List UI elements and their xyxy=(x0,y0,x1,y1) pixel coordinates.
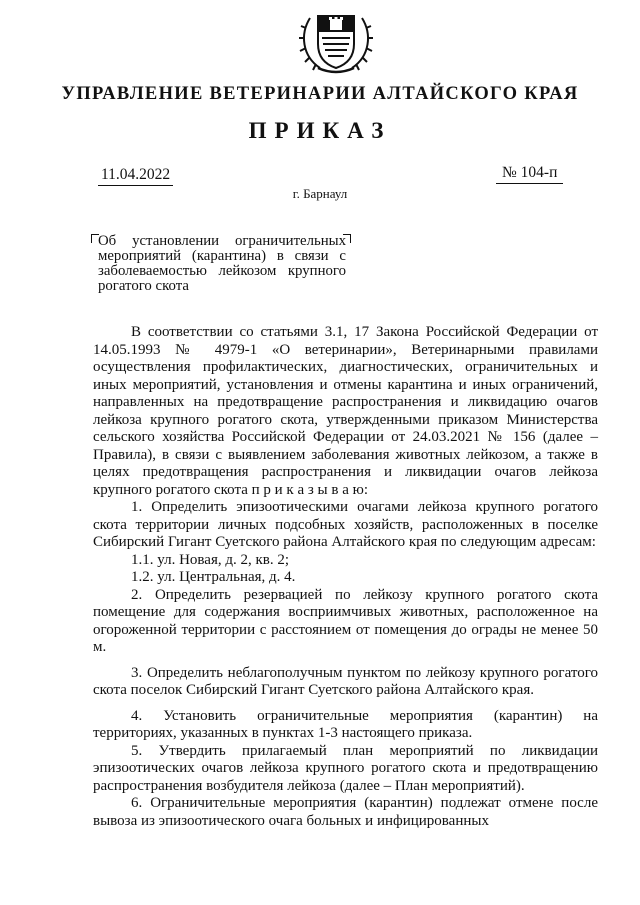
list-item: 6. Ограничительные мероприятия (карантин) подлежат отмене после вывоза из эпизоотического очага больных и инфицированных xyxy=(93,795,598,829)
list-item: 1.2. ул. Центральная, д. 4. xyxy=(131,569,296,585)
city-name: г. Барнаул xyxy=(292,186,348,201)
altai-krai-coat-of-arms-icon xyxy=(296,8,376,76)
order-subject: Об установлении ограничительных мероприятий (карантина) в связи с заболеваемостью лейкозом крупного рогатого скота xyxy=(98,233,346,294)
list-item: 1.1. ул. Новая, д. 2, кв. 2; xyxy=(131,551,290,568)
list-item: 1. Определить эпизоотическими очагами лейкоза крупного рогатого скота территории личных подсобных хозяйств, расположенных в поселке Сибирский Гигант Суетского района Алтайского края по следующим адресам: xyxy=(93,499,598,550)
organization-title: УПРАВЛЕНИЕ ВЕТЕРИНАРИИ АЛТАЙСКОГО КРАЯ xyxy=(61,84,579,104)
order-date: 11.04.2022 xyxy=(98,166,173,186)
order-body xyxy=(93,324,598,830)
list-item: 5. Утвердить прилагаемый план мероприятий по ликвидации эпизоотических очагов лейкоза крупного рогатого скота и предотвращению распространения возбудителя лейкоза (далее – План мероприятий). xyxy=(93,742,598,794)
intro-paragraph: В соответствии со статьями 3.1, 17 Закона Российской Федерации от 14.05.1993 № 4979-1 «О ветеринарии», Ветеринарными правилами осуществления профилактических, диагностических, ограничительных и иных мероприятий, установления и отмены карантина и иных ограничений, направленных на предотвращение распространения и ликвидацию очагов лейкоза крупного рогатого скота, утвержденными приказом Министерства сельского хозяйства Российской Федерации от 24.03.2021 № 156 (далее – Правила), в связи с выявлением заболевания животных лейкозом, а также в целях предотвращения распространения и ликвидации очагов лейкоза крупного рогатого скота п р и к а з ы в а ю: xyxy=(93,324,598,498)
document-type: ПРИКАЗ xyxy=(248,118,392,143)
list-item: 4. Установить ограничительные мероприятия (карантин) на территориях, указанных в пунктах 1-3 настоящего приказа. xyxy=(93,707,598,741)
list-item: 3. Определить неблагополучным пунктом по лейкозу крупного рогатого скота поселок Сибирский Гигант Суетского района Алтайского края. xyxy=(93,664,598,698)
list-item: 2. Определить резервацией по лейкозу крупного рогатого скота помещение для содержания восприимчивых животных, расположенное на огороженной территории с расстоянием от помещения до ограды не менее 50 м. xyxy=(93,586,598,655)
order-number: № 104-п xyxy=(496,164,563,184)
